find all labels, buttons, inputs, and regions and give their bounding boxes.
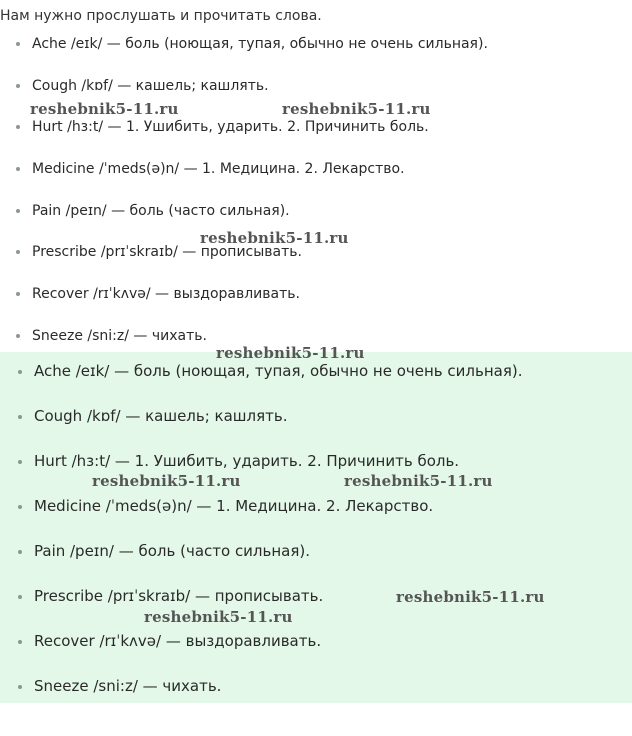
watermark: reshebnik5-11.ru xyxy=(92,472,241,490)
bullet-icon xyxy=(18,595,22,599)
list-item-text: Sneeze /sni:z/ — чихать. xyxy=(32,328,207,344)
list-item xyxy=(18,407,287,425)
watermark: reshebnik5-11.ru xyxy=(200,229,349,247)
list-item-text: Cough /kɒf/ — кашель; кашлять. xyxy=(34,407,288,425)
list-item xyxy=(18,452,459,470)
list-item-text: Recover /rɪˈkʌvə/ — выздоравливать. xyxy=(34,632,322,650)
list-item-text: Prescribe /prɪˈskraɪb/ — прописывать. xyxy=(34,587,324,605)
list-item-text: Pain /peɪn/ — боль (часто сильная). xyxy=(32,203,290,219)
bullet-icon xyxy=(18,640,22,644)
intro-text: Нам нужно прослушать и прочитать слова. xyxy=(0,8,322,24)
watermark: reshebnik5-11.ru xyxy=(216,344,365,362)
list-item-text: Cough /kɒf/ — кашель; кашлять. xyxy=(32,78,269,94)
list-item xyxy=(16,328,207,344)
list-item xyxy=(16,161,405,177)
list-item xyxy=(18,542,310,560)
list-item-text: Hurt /hɜ:t/ — 1. Ушибить, ударить. 2. Причинить боль. xyxy=(34,452,460,470)
bullet-icon xyxy=(18,370,22,374)
list-item xyxy=(18,362,522,380)
bullet-icon xyxy=(16,84,20,88)
watermark: reshebnik5-11.ru xyxy=(344,472,493,490)
bullet-icon xyxy=(16,209,20,213)
watermark: reshebnik5-11.ru xyxy=(396,588,545,606)
bullet-icon xyxy=(18,505,22,509)
list-item-text: Hurt /hɜ:t/ — 1. Ушибить, ударить. 2. Причинить боль. xyxy=(32,119,429,135)
list-item xyxy=(18,587,323,605)
bullet-icon xyxy=(18,685,22,689)
list-item-text: Sneeze /sni:z/ — чихать. xyxy=(34,677,222,695)
bullet-icon xyxy=(16,334,20,338)
list-item-text: Ache /eɪk/ — боль (ноющая, тупая, обычно не очень сильная). xyxy=(34,362,523,380)
list-item-text: Pain /peɪn/ — боль (часто сильная). xyxy=(34,542,311,560)
list-item xyxy=(18,497,433,515)
bullet-icon xyxy=(16,250,20,254)
bullet-icon xyxy=(16,125,20,129)
list-item-text: Prescribe /prɪˈskraɪb/ — прописывать. xyxy=(32,244,302,260)
bullet-icon xyxy=(18,415,22,419)
watermark: reshebnik5-11.ru xyxy=(282,100,431,118)
list-item xyxy=(16,286,300,302)
list-item xyxy=(16,36,488,52)
bullet-icon xyxy=(18,550,22,554)
list-item xyxy=(16,119,429,135)
list-item xyxy=(18,677,221,695)
bullet-icon xyxy=(16,42,20,46)
bullet-icon xyxy=(18,460,22,464)
list-item xyxy=(18,632,321,650)
bullet-icon xyxy=(16,292,20,296)
list-item xyxy=(16,78,269,94)
bullet-icon xyxy=(16,167,20,171)
list-item-text: Ache /eɪk/ — боль (ноющая, тупая, обычно не очень сильная). xyxy=(32,36,488,52)
list-item-text: Recover /rɪˈkʌvə/ — выздоравливать. xyxy=(32,286,300,302)
watermark: reshebnik5-11.ru xyxy=(144,608,293,626)
list-item-text: Medicine /ˈmeds(ə)n/ — 1. Медицина. 2. Лекарство. xyxy=(34,497,434,515)
list-item xyxy=(16,203,290,219)
highlighted-section xyxy=(0,352,632,703)
watermark: reshebnik5-11.ru xyxy=(30,100,179,118)
list-item-text: Medicine /ˈmeds(ə)n/ — 1. Медицина. 2. Лекарство. xyxy=(32,161,405,177)
